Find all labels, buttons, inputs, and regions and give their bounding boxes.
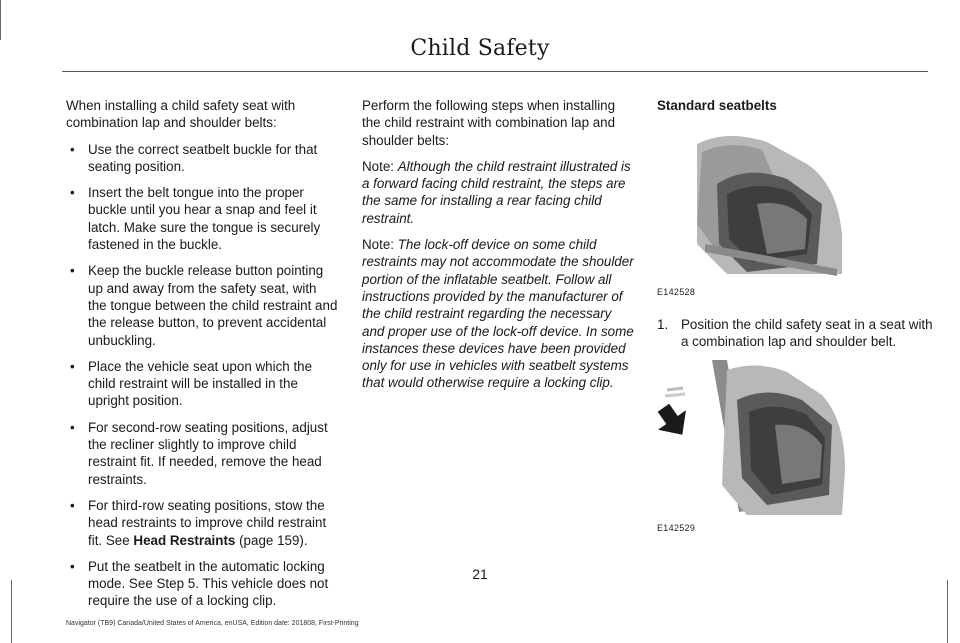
section-heading: Standard seatbelts xyxy=(657,98,777,113)
child-seat-belt-illustration xyxy=(657,360,847,520)
child-seat-illustration xyxy=(657,124,847,284)
header-rule xyxy=(62,71,928,72)
note-1 xyxy=(362,158,634,227)
page-title: Child Safety xyxy=(410,36,550,61)
bullet-item: • Put the seatbelt in the automatic locking mode. See Step 5. This vehicle does not require the use of a locking clip. xyxy=(66,558,338,610)
column-1 xyxy=(66,97,338,619)
crop-mark-bottom-left xyxy=(11,580,12,643)
head-restraints-link[interactable]: Head Restraints xyxy=(133,532,236,548)
page-number: 21 xyxy=(472,566,488,582)
column-2 xyxy=(362,97,634,401)
install-bullet-list xyxy=(66,141,338,610)
bullet-item: • Use the correct seatbelt buckle for that seating position. xyxy=(66,141,338,176)
crop-mark-bottom-right xyxy=(947,580,948,643)
bullet-item xyxy=(66,497,338,549)
note-2 xyxy=(362,236,634,392)
bullet-item: • For second-row seating positions, adjust the recliner slightly to improve child restraint fit. If needed, remove the head restraints. xyxy=(66,419,338,488)
crop-mark-top-left xyxy=(0,0,1,40)
bullet-item: • Keep the buckle release button pointing up and away from the safety seat, with the tongue between the child restraint and the release button, to prevent accidental unbuckling. xyxy=(66,262,338,348)
note-label: Note: xyxy=(362,237,395,253)
bullet6-text: For third-row seating positions, stow the head restraints to improve child restraint fit. See xyxy=(88,497,327,548)
column-3 xyxy=(657,97,939,537)
step-1 xyxy=(657,316,939,351)
figure-1-caption: E142528 xyxy=(657,287,696,298)
col2-intro: Perform the following steps when installing the child restraint with combination lap and shoulder belts: xyxy=(362,98,616,148)
note-2-text: The lock-off device on some child restraints may not accommodate the shoulder portion of the inflatable seatbelt. Follow all instructions provided by the manufacturer of the child restraint regarding the necessary and proper use of the lock-off device. In some instances these devices have been provided only for use in vehicles with seatbelt systems that would otherwise require a locking clip. xyxy=(362,237,634,391)
figure-child-seat-2 xyxy=(657,360,847,537)
figure-2-caption: E142529 xyxy=(657,523,696,534)
figure-child-seat-1 xyxy=(657,124,847,301)
step-1-text: Position the child safety seat in a seat with a combination lap and shoulder belt. xyxy=(681,316,933,349)
step-1-number: 1. xyxy=(657,316,669,332)
bullet6-page-ref: (page 159). xyxy=(235,532,308,548)
document-info: Navigator (TB9) Canada/United States of America, enUSA, Edition date: 201808, First-Printing xyxy=(66,620,359,627)
note-1-text: Although the child restraint illustrated is a forward facing child restraint, the steps are the same for installing a rear facing child restraint. xyxy=(362,158,631,226)
col1-intro: When installing a child safety seat with combination lap and shoulder belts: xyxy=(66,98,296,131)
note-label: Note: xyxy=(362,158,395,174)
bullet-item: • Place the vehicle seat upon which the child restraint will be installed in the upright position. xyxy=(66,358,338,410)
bullet-item: • Insert the belt tongue into the proper buckle until you hear a snap and feel it latch. Make sure the tongue is securely fastened in the buckle. xyxy=(66,184,338,253)
